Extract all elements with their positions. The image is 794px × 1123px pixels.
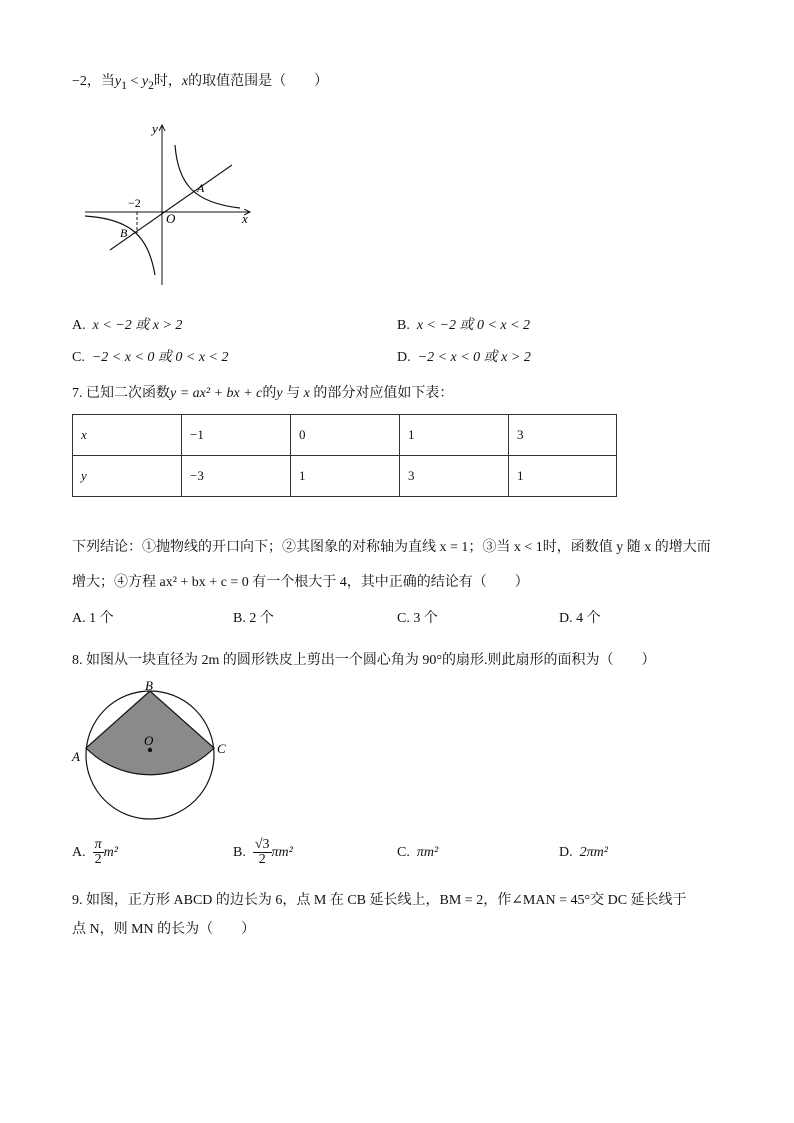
q6-prefix: −2，当: [72, 74, 115, 89]
q8-option-a[interactable]: A. $\frac{\pi}{2}$ m²: [72, 837, 118, 868]
label-b: B: [145, 678, 153, 693]
table-cell: 3: [509, 415, 617, 456]
q6-y1-sub: 1: [121, 78, 127, 92]
q6-y2: y: [141, 74, 149, 89]
q6-op: <: [126, 74, 142, 89]
q7-option-c[interactable]: C. 3 个: [397, 611, 438, 626]
fraction: $\frac{\pi}{2}$: [94, 837, 102, 868]
graph-y-label: y: [152, 121, 158, 136]
q6-graph: [80, 115, 260, 290]
label-a: A: [72, 749, 80, 764]
q7-conclusion-line2: 增大；④方程 ax² + bx + c = 0 有一个根大于 4，其中正确的结论有（ ）: [72, 575, 529, 590]
q8-figure: [70, 676, 240, 826]
q7-option-a[interactable]: A. 1 个: [72, 611, 114, 626]
q7-stem: 7. 已知二次函数y = ax² + bx + c的y 与 x 的部分对应值如下表：: [72, 386, 454, 401]
q7-conclusion-line1: 下列结论：①抛物线的开口向下；②其图象的对称轴为直线 x = 1；③当 x < 1时，函数值 y 随 x 的增大而: [72, 540, 711, 555]
table-cell: −1: [182, 415, 291, 456]
q7-option-d[interactable]: D. 4 个: [559, 611, 601, 626]
q8-option-d[interactable]: D. 2πm²: [559, 845, 608, 860]
table-row: [73, 456, 617, 497]
fraction: $\frac{√3}{2}$: [254, 837, 270, 868]
q6-var: x: [181, 74, 189, 89]
q8-option-c[interactable]: C. πm²: [397, 845, 439, 860]
q6-option-c[interactable]: C. −2 < x < 0 或 0 < x < 2: [72, 350, 229, 365]
graph-origin-label: O: [166, 211, 176, 226]
q6-option-d[interactable]: D. −2 < x < 0 或 x > 2: [397, 350, 531, 365]
table-cell: 3: [400, 456, 509, 497]
table-cell: 1: [509, 456, 617, 497]
hyperbola-branch-left: [85, 216, 155, 275]
table-cell: 1: [291, 456, 400, 497]
graph-point-b: B: [120, 226, 128, 240]
table-cell: 1: [400, 415, 509, 456]
table-cell: x: [73, 415, 182, 456]
q6-mid: 时，: [153, 74, 182, 89]
table-row: [73, 415, 617, 456]
q9-stem-line2: 点 N，则 MN 的长为（ ）: [72, 922, 256, 937]
q9-stem-line1: 9. 如图，正方形 ABCD 的边长为 6，点 M 在 CB 延长线上，BM = 2，作∠MAN = 45°交 DC 延长线于: [72, 893, 687, 908]
graph-x-label: x: [242, 211, 248, 226]
label-o: O: [144, 733, 154, 748]
graph-point-a: A: [197, 181, 205, 195]
q6-y1: y: [114, 74, 122, 89]
center-dot: [148, 748, 152, 752]
table-cell: 0: [291, 415, 400, 456]
q6-stem: [72, 72, 328, 96]
q8-option-b[interactable]: B. $\frac{√3}{2}$ πm²: [233, 837, 293, 868]
q6-option-a[interactable]: A. x < −2 或 x > 2: [72, 318, 183, 333]
label-c: C: [217, 741, 226, 756]
q7-formula: y = ax² + bx + c: [170, 386, 263, 401]
q6-option-b[interactable]: B. x < −2 或 0 < x < 2: [397, 318, 531, 333]
table-cell: −3: [182, 456, 291, 497]
q7-value-table: [72, 414, 617, 497]
table-cell: y: [73, 456, 182, 497]
q8-stem: 8. 如图从一块直径为 2m 的圆形铁皮上剪出一个圆心角为 90°的扇形.则此扇形的面积为（ ）: [72, 653, 656, 668]
q7-option-b[interactable]: B. 2 个: [233, 611, 274, 626]
q6-y2-sub: 2: [148, 78, 154, 92]
graph-tick-label: −2: [128, 196, 141, 210]
q6-suffix: 的取值范围是（ ）: [188, 74, 329, 89]
